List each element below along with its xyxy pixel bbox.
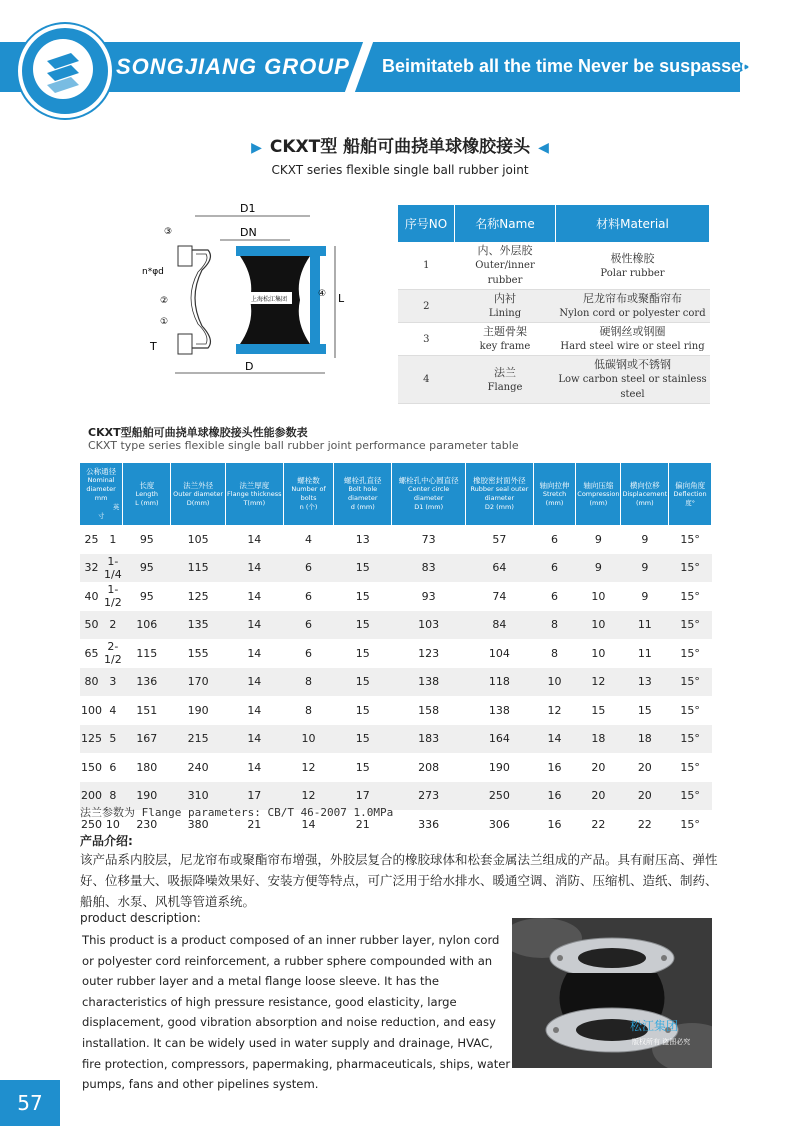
perf-cell: 10 [105, 817, 120, 831]
mat-name-en: key frame [479, 341, 531, 352]
perf-cell: 9 [641, 532, 649, 546]
perf-cell: 10 [283, 725, 333, 754]
perf-header-unit: 度° [685, 498, 695, 507]
perf-cell: 136 [123, 668, 171, 697]
mat-material-cn: 硬钢丝或钢圈 [599, 325, 666, 338]
slogan: Beimitateb all the time Never be suspassed [382, 56, 753, 76]
perf-header-sub-inch: 英寸 [97, 503, 120, 520]
mat-material-en: Nylon cord or polyester cord [559, 308, 706, 319]
perf-cell: 6 [305, 589, 313, 603]
marker-4: ④ [318, 289, 327, 299]
perf-title-cn: CKXT型船舶可曲挠单球橡胶接头性能参数表 [88, 426, 308, 439]
perf-cell: 6 [283, 611, 333, 640]
perf-cell: 4 [109, 703, 117, 717]
perf-cell: 240 [187, 760, 209, 774]
perf-cell: 135 [171, 611, 225, 640]
mat-material-cn: 极性橡胶 [610, 251, 655, 265]
perf-cell: 10 [576, 611, 621, 640]
perf-cell: 15 [591, 703, 606, 717]
perf-cell: 14 [225, 611, 283, 640]
perf-cell: 215 [171, 725, 225, 754]
perf-cell: 103 [392, 611, 466, 640]
triangle-left-icon: ◀ [538, 140, 549, 156]
perf-header-unit: (mm) [545, 498, 564, 507]
perf-cell: 138 [488, 703, 510, 717]
photo-watermark-sub: 版权所有 盗图必究 [632, 1038, 691, 1046]
marker-1: ① [160, 317, 169, 327]
perf-header-en: Deflection [673, 489, 707, 498]
perf-header-unit: T(mm) [243, 498, 266, 507]
perf-cell: 32 [80, 554, 103, 583]
mat-name-cn: 内、外层胶 [477, 244, 533, 257]
perf-header-unit: L (mm) [135, 498, 159, 507]
perf-cell: 15° [680, 532, 700, 546]
dim-l: L [338, 292, 345, 305]
perf-cell: 18 [576, 725, 621, 754]
perf-cell: 64 [465, 554, 533, 583]
perf-cell: 200 [80, 782, 103, 811]
perf-cell: 190 [187, 703, 209, 717]
perf-header-unit: n (个) [299, 503, 318, 511]
perf-cell: 15 [355, 589, 370, 603]
perf-cell: 8 [305, 703, 313, 717]
perf-cell: 57 [492, 532, 507, 546]
perf-cell: 8 [283, 668, 333, 697]
perf-cell: 15 [355, 760, 370, 774]
perf-header [533, 463, 575, 525]
perf-cell: 106 [123, 611, 171, 640]
perf-cell: 310 [171, 782, 225, 811]
page-subtitle: CKXT series flexible single ball rubber joint [271, 163, 529, 177]
perf-cell: 6 [283, 554, 333, 583]
perf-cell: 9 [641, 589, 649, 603]
perf-cell: 83 [392, 554, 466, 583]
perf-row [80, 696, 712, 725]
perf-cell: 15° [669, 725, 712, 754]
perf-cell: 151 [136, 703, 158, 717]
perf-cell: 6 [551, 532, 559, 546]
perf-header-unit: (mm) [589, 498, 608, 507]
perf-header [171, 463, 225, 525]
perf-cell: 10 [533, 668, 575, 697]
marker-2: ② [160, 296, 169, 306]
perf-cell: 14 [225, 554, 283, 583]
perf-cell: 65 [84, 646, 99, 660]
perf-cell: 17 [334, 782, 392, 811]
perf-cell: 118 [465, 668, 533, 697]
perf-header-cn: 偏向角度 [675, 480, 706, 490]
perf-cell: 155 [187, 646, 209, 660]
perf-header-cn: 轴向拉伸 [539, 480, 570, 490]
perf-row [80, 753, 712, 782]
perf-cell: 80 [80, 668, 103, 697]
perf-cell: 150 [81, 760, 102, 774]
perf-cell: 20 [576, 782, 621, 811]
mat-material-en: Low carbon steel or stainless steel [558, 374, 707, 400]
perf-header-en: Bolt hole diameter [348, 485, 378, 502]
perf-cell: 250 [465, 782, 533, 811]
perf-cell: 50 [80, 611, 103, 640]
mat-row-3 [398, 323, 710, 356]
description-body-en: This product is a product composed of an inner rubber layer, nylon cord or polyester cord reinforcement, a rubber sphere compounded with an outer rubber layer and a metal flange loose sleeve. It has the characteristics of high pressure resistance, good elasticity, large displacement, good vibration absorption and noise reduction, and easy installation. It can be widely used in water supply and drainage, HVAC, fire protection, compressors, papermaking, pharmaceuticals, ships, water pumps, fans and other pipelines system. [82, 933, 511, 1092]
perf-cell: 15 [355, 703, 370, 717]
perf-row [80, 639, 712, 668]
perf-header-en: Center circle diameter [408, 485, 450, 502]
perf-header [465, 463, 533, 525]
perf-header-en: Outer diameter [173, 489, 224, 498]
perf-cell: 15° [680, 589, 700, 603]
perf-header-unit: d (mm) [350, 503, 375, 511]
perf-header-unit: D(mm) [186, 498, 210, 507]
perf-cell: 8 [551, 646, 559, 660]
diagram-tag: 上海松江集团 [251, 296, 288, 303]
perf-cell: 15 [334, 725, 392, 754]
perf-header-en: Nominal diameter [86, 476, 116, 493]
perf-header-cn: 横向位移 [629, 480, 660, 490]
perf-cell: 170 [171, 668, 225, 697]
perf-cell: 12 [283, 782, 333, 811]
flange-note: 法兰参数为 Flange parameters: CB/T 46-2007 1.0MPa [80, 806, 394, 819]
perf-row [80, 725, 712, 754]
mat-material-en: Hard steel wire or steel ring [560, 341, 705, 352]
perf-cell: 9 [594, 532, 602, 546]
mat-row-1 [398, 242, 710, 290]
perf-cell: 15° [680, 760, 700, 774]
perf-cell: 95 [139, 589, 154, 603]
perf-header-cn: 法兰外径 [183, 480, 214, 490]
perf-cell: 6 [533, 554, 575, 583]
perf-cell: 158 [418, 703, 440, 717]
perf-cell: 93 [421, 589, 436, 603]
marker-3: ③ [164, 227, 173, 237]
perf-cell: 18 [621, 725, 669, 754]
mat-name-cn: 法兰 [494, 365, 516, 379]
description-heading-cn: 产品介绍: [80, 834, 133, 848]
perf-cell: 190 [123, 782, 171, 811]
perf-cell: 15° [680, 703, 700, 717]
perf-header-unit: (mm) [635, 498, 654, 507]
perf-header [621, 463, 669, 525]
perf-cell: 12 [576, 668, 621, 697]
performance-table [80, 463, 712, 839]
perf-header-unit: D1 (mm) [414, 503, 444, 511]
logo-mark-icon [33, 39, 93, 99]
perf-header [225, 463, 283, 525]
perf-cell: 73 [421, 532, 436, 546]
perf-cell: 9 [576, 554, 621, 583]
perf-cell: 15° [669, 611, 712, 640]
mat-no: 2 [398, 290, 455, 323]
perf-cell: 11 [637, 646, 652, 660]
perf-cell: 40 [84, 589, 99, 603]
perf-cell: 4 [305, 532, 313, 546]
perf-cell: 380 [187, 817, 209, 831]
perf-cell: 12 [547, 703, 562, 717]
perf-cell: 15 [334, 554, 392, 583]
perf-cell: 20 [591, 760, 606, 774]
mat-name-cn: 内衬 [494, 292, 516, 305]
perf-cell: 3 [103, 668, 123, 697]
perf-cell: 190 [488, 760, 510, 774]
perf-cell: 74 [492, 589, 507, 603]
perf-cell: 230 [136, 817, 158, 831]
mat-header-name: 名称Name [455, 205, 556, 242]
perf-cell: 306 [488, 817, 510, 831]
perf-cell: 22 [637, 817, 652, 831]
perf-cell: 15° [669, 668, 712, 697]
perf-cell: 21 [247, 817, 262, 831]
mat-material-en: Polar rubber [600, 267, 665, 279]
perf-cell: 100 [81, 703, 102, 717]
perf-cell: 1-1/4 [104, 554, 122, 581]
dim-nd: n*φd [142, 267, 164, 277]
perf-cell: 16 [547, 760, 562, 774]
perf-header-sub [81, 494, 121, 521]
description-body-cn: 该产品系内胶层，尼龙帘布或聚酯帘布增强，外胶层复合的橡胶球体和松套金属法兰组成的产品。具有耐压高、弹性好、位移量大、吸振降噪效果好、安装方便等特点，可广泛用于给水排水、暖通空调、消防、压缩机、造纸、制药、船舶、水泵、风机等管道系统。 [80, 852, 718, 909]
perf-cell: 14 [247, 589, 262, 603]
mat-row-4 [398, 356, 710, 404]
perf-cell: 21 [355, 817, 370, 831]
perf-header-cn: 橡胶密封面外径 [473, 476, 526, 485]
perf-cell: 12 [301, 760, 316, 774]
mat-row-2 [398, 290, 710, 323]
triangle-right-icon: ▶ [251, 140, 262, 156]
mat-no: 4 [398, 356, 455, 404]
perf-header-cn: 螺栓孔直径 [344, 476, 382, 485]
mat-material-cn: 尼龙帘布或聚酯帘布 [583, 292, 682, 305]
mat-name-cn: 主题骨架 [483, 325, 527, 338]
page-title [0, 132, 800, 157]
perf-header-cn: 螺栓孔中心圆直径 [398, 476, 459, 485]
perf-cell: 2 [103, 611, 123, 640]
perf-header [123, 463, 171, 525]
dim-d1: D1 [240, 202, 256, 215]
perf-cell: 84 [465, 611, 533, 640]
perf-header-en: Flange thickness [227, 489, 282, 498]
perf-header [576, 463, 621, 525]
perf-header-sub-mm: mm [94, 494, 108, 502]
product-photo [512, 918, 712, 1068]
perf-header [392, 463, 466, 525]
perf-header-en: Rubber seal outer diameter [470, 485, 529, 502]
mat-name-en: Flange [487, 381, 523, 393]
perf-cell: 11 [621, 611, 669, 640]
perf-cell: 105 [187, 532, 209, 546]
perf-header-en: Compression [577, 489, 620, 498]
perf-header-cn: 法兰厚度 [239, 480, 270, 490]
perf-cell: 15 [355, 646, 370, 660]
perf-cell: 15 [334, 611, 392, 640]
perf-header-en: Number of bolts [291, 485, 326, 502]
perf-cell: 15 [637, 703, 652, 717]
perf-cell: 183 [392, 725, 466, 754]
perf-cell: 180 [136, 760, 158, 774]
mat-name-en: Lining [488, 308, 522, 319]
perf-header-unit: D2 (mm) [484, 503, 514, 511]
perf-cell: 2-1/2 [104, 640, 122, 667]
mat-no: 1 [398, 242, 455, 290]
photo-watermark: 松江集团 [630, 1019, 679, 1033]
perf-cell: 167 [123, 725, 171, 754]
perf-cell: 125 [80, 725, 103, 754]
perf-cell: 20 [621, 782, 669, 811]
perf-cell: 15° [680, 817, 700, 831]
brand-logo-inner [33, 39, 93, 99]
dim-t: T [150, 340, 157, 353]
perf-title-en: CKXT type series flexible single ball rubber joint performance parameter table [88, 439, 519, 452]
perf-cell: 14 [247, 646, 262, 660]
description-heading-en: product description: [80, 911, 201, 925]
perf-cell: 208 [418, 760, 440, 774]
perf-header-cn: 公称通径 [86, 467, 117, 476]
perf-header-cn: 轴向压缩 [583, 480, 614, 490]
perf-cell: 14 [225, 668, 283, 697]
perf-cell: 1 [109, 532, 117, 546]
product-photo-image [512, 918, 712, 1068]
perf-cell: 10 [591, 589, 606, 603]
perf-header-cn: 螺栓数 [297, 476, 320, 485]
perf-cell: 16 [547, 817, 562, 831]
perf-cell: 123 [418, 646, 440, 660]
joint-diagram [140, 198, 350, 378]
perf-cell: 10 [591, 646, 606, 660]
perf-header [669, 463, 712, 525]
perf-header-en: Length [135, 489, 159, 498]
perf-cell: 14 [247, 532, 262, 546]
perf-cell: 6 [305, 646, 313, 660]
perf-cell: 14 [533, 725, 575, 754]
perf-cell: 14 [247, 760, 262, 774]
perf-cell: 8 [533, 611, 575, 640]
perf-header [334, 463, 392, 525]
perf-cell: 13 [355, 532, 370, 546]
perf-cell: 104 [488, 646, 510, 660]
perf-row [80, 525, 712, 554]
perf-cell: 273 [392, 782, 466, 811]
perf-cell: 5 [103, 725, 123, 754]
perf-cell: 14 [247, 703, 262, 717]
page-title-text: CKXT型 船舶可曲挠单球橡胶接头 [269, 137, 531, 157]
perf-cell: 14 [225, 725, 283, 754]
perf-cell: 336 [418, 817, 440, 831]
page-number: 57 [0, 1080, 60, 1126]
perf-cell: 15 [334, 668, 392, 697]
perf-cell: 115 [136, 646, 158, 660]
perf-cell: 250 [81, 817, 102, 831]
perf-row [80, 668, 712, 697]
perf-cell: 1-1/2 [104, 583, 122, 610]
perf-row [80, 554, 712, 583]
perf-cell: 15° [669, 782, 712, 811]
perf-cell: 20 [637, 760, 652, 774]
perf-cell: 15° [680, 646, 700, 660]
mat-header-no: 序号NO [398, 205, 455, 242]
perf-cell: 15° [669, 554, 712, 583]
perf-cell: 138 [392, 668, 466, 697]
mat-material-cn: 低碳钢或不锈钢 [594, 358, 671, 371]
perf-header [283, 463, 333, 525]
perf-header [80, 463, 123, 525]
perf-cell: 25 [84, 532, 99, 546]
perf-row [80, 611, 712, 640]
perf-cell: 95 [139, 532, 154, 546]
perf-cell: 16 [533, 782, 575, 811]
perf-cell: 22 [591, 817, 606, 831]
perf-header-en: Displacement [622, 489, 668, 498]
perf-cell: 9 [621, 554, 669, 583]
material-table [398, 205, 710, 404]
perf-cell: 164 [465, 725, 533, 754]
perf-cell: 125 [187, 589, 209, 603]
perf-header-cn: 长度 [139, 480, 155, 490]
perf-cell: 8 [103, 782, 123, 811]
perf-cell: 6 [109, 760, 117, 774]
mat-no: 3 [398, 323, 455, 356]
dim-d: D [245, 360, 254, 373]
dim-dn: DN [240, 226, 257, 239]
perf-cell: 115 [171, 554, 225, 583]
perf-cell: 13 [621, 668, 669, 697]
perf-row [80, 582, 712, 611]
perf-cell: 95 [123, 554, 171, 583]
perf-header-en: Stretch [542, 489, 567, 498]
perf-cell: 6 [551, 589, 559, 603]
perf-cell: 14 [301, 817, 316, 831]
mat-name-en: Outer/inner rubber [475, 260, 535, 286]
mat-header-material: 材料Material [556, 205, 710, 242]
brand-name: SONGJIANG GROUP [116, 54, 350, 79]
perf-cell: 17 [225, 782, 283, 811]
